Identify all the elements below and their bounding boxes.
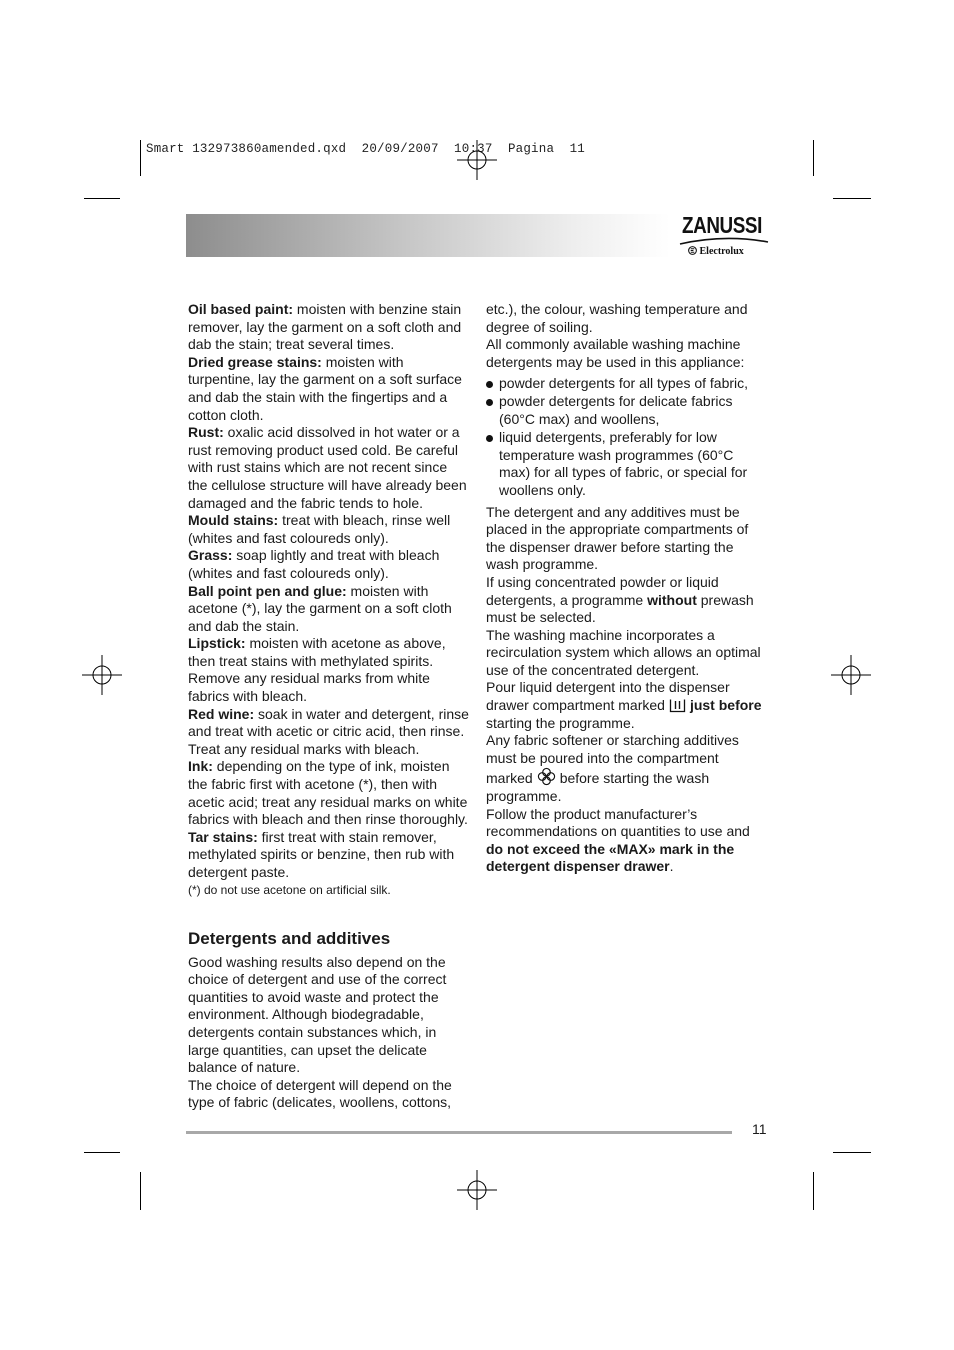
- brand-logo: [672, 210, 772, 262]
- bullet-dot-icon: [486, 381, 493, 388]
- crop-mark-top-right-v: [813, 140, 814, 176]
- crop-mark-bottom-right-v: [813, 1172, 814, 1210]
- footer-rule: [186, 1131, 732, 1134]
- brand-sub-text: Electrolux: [699, 246, 744, 257]
- wash-compartment-icon: [669, 698, 686, 713]
- list-item: liquid detergents, preferably for low temperature wash programmes (60°C max) for all types of fabric, or special for woollens only.: [486, 429, 766, 499]
- paragraph: Follow the product manufacturer’s recommendations on quantities to use and do not exceed the «MAX» mark in the detergent dispenser drawer.: [486, 805, 750, 875]
- paragraph: The detergent and any additives must be placed in the appropriate compartments of the dispenser drawer before starting the wash programme.: [486, 503, 749, 573]
- registration-mark-icon: [831, 655, 871, 695]
- crop-mark-bottom-right-h: [833, 1152, 871, 1153]
- brand-name: ZANUSSI: [682, 212, 762, 238]
- stain-entry: Tar stains: first treat with stain remover, methylated spirits or benzine, then rub with detergent paste.: [188, 828, 455, 880]
- registration-mark-icon: [457, 140, 497, 180]
- paragraph: If using concentrated powder or liquid detergents, a programme without prewash must be selected.: [486, 573, 754, 626]
- bullet-dot-icon: [486, 435, 493, 442]
- page-number: 11: [752, 1121, 767, 1137]
- crop-mark-top-left-h: [84, 198, 120, 199]
- paragraph: Good washing results also depend on the choice of detergent and use of the correct quantities to avoid waste and protect the environment. Although biodegradable, detergents contain substances which, in large quantities, can upset the delicate balance of nature.: [188, 953, 447, 1076]
- section-heading: Detergents and additives: [188, 928, 391, 948]
- stain-entry: Ball point pen and glue: moisten with acetone (*), lay the garment on a soft cloth and dab the stain.: [188, 582, 452, 634]
- paragraph: Pour liquid detergent into the dispenser drawer compartment marked just before starting the programme.: [486, 679, 762, 731]
- crop-mark-top-left-v: [140, 140, 141, 176]
- header-bar: [186, 214, 670, 257]
- paragraph: The washing machine incorporates a recirculation system which allows an optimal use of the concentrated detergent.: [486, 626, 761, 678]
- paragraph: The choice of detergent will depend on the type of fabric (delicates, woollens, cottons,: [188, 1076, 452, 1111]
- registration-mark-icon: [457, 1170, 497, 1210]
- registration-mark-icon: [82, 655, 122, 695]
- crop-mark-bottom-left-h: [84, 1152, 120, 1153]
- footnote: (*) do not use acetone on artificial silk.: [188, 882, 391, 897]
- stain-entry: Lipstick: moisten with acetone as above, then treat stains with methylated spirits. Remove any residual marks from white fabrics with bleach.: [188, 635, 446, 705]
- paragraph: etc.), the colour, washing temperature and degree of soiling.: [486, 301, 748, 335]
- print-slug: Smart 132973860amended.qxd 20/09/2007 10:37 Pagina 11: [146, 142, 585, 156]
- stain-entry: Oil based paint: moisten with benzine stain remover, lay the garment on a soft cloth and dab the stain; treat several times.: [188, 301, 462, 353]
- list-item: powder detergents for delicate fabrics (60°C max) and woollens,: [486, 393, 766, 428]
- list-item: powder detergents for all types of fabric,: [486, 375, 766, 393]
- bullet-dot-icon: [486, 399, 493, 406]
- electrolux-logo-icon: [688, 246, 697, 255]
- softener-flower-icon: [537, 767, 556, 786]
- paragraph: Any fabric softener or starching additives must be poured into the compartment marked before starting the wash programme.: [486, 732, 739, 805]
- brand-sub: [688, 246, 744, 257]
- crop-mark-top-right-h: [833, 198, 871, 199]
- stain-entry: Rust: oxalic acid dissolved in hot water or a rust removing product used cold. Be careful with rust stains which are not recent since the cellulose structure will have already been damaged and the fabric tends to hole.: [188, 424, 467, 511]
- stain-entry: Grass: soap lightly and treat with bleach (whites and fast coloureds only).: [188, 547, 440, 581]
- left-column: [188, 301, 470, 1112]
- stain-entry: Mould stains: treat with bleach, rinse well (whites and fast coloureds only).: [188, 512, 451, 546]
- stain-entry: Red wine: soak in water and detergent, rinse and treat with acetic or citric acid, then rinse. Treat any residual marks with bleach.: [188, 705, 469, 757]
- stain-entry: Dried grease stains: moisten with turpentine, lay the garment on a soft surface and dab the stain with the fingertips and a cotton cloth.: [188, 353, 462, 423]
- crop-mark-bottom-left-v: [140, 1172, 141, 1210]
- stain-entry: Ink: depending on the type of ink, moisten the fabric first with acetone (*), then with acetic acid; treat any residual marks on white fabrics with bleach and then rinse thoroughly.: [188, 758, 468, 828]
- paragraph: All commonly available washing machine detergents may be used in this appliance:: [486, 336, 745, 370]
- detergent-list: [486, 375, 766, 499]
- right-column: [486, 301, 766, 876]
- brand-swoosh-icon: [678, 236, 770, 246]
